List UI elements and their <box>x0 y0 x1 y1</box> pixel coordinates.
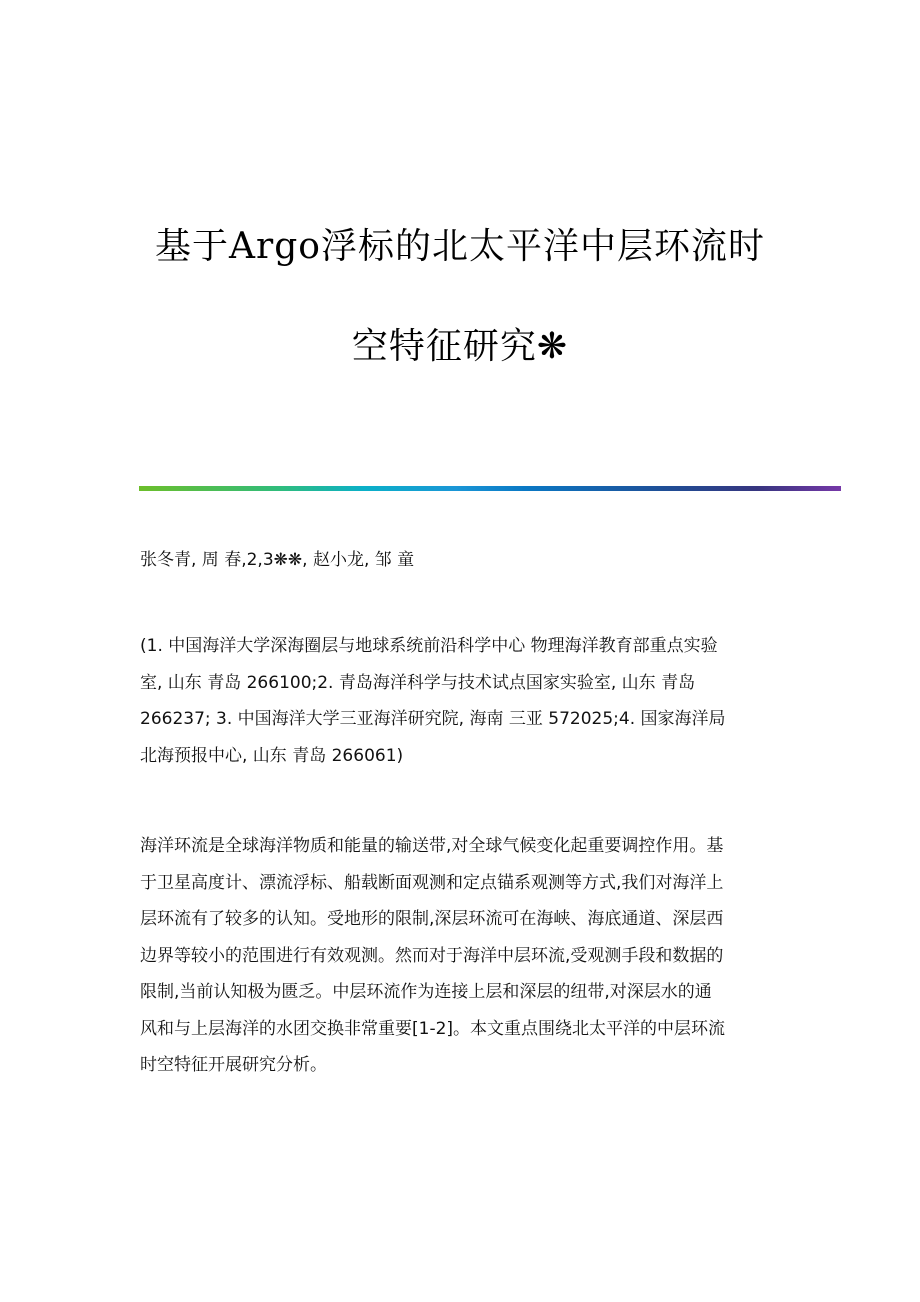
abstract-paragraph <box>140 828 780 1084</box>
author-list: 张冬青, 周 春,2,3❋❋, 赵小龙, 邹 童 <box>140 550 415 570</box>
gradient-divider <box>139 486 841 491</box>
paragraph-line: 于卫星高度计、漂流浮标、船载断面观测和定点锚系观测等方式,我们对海洋上 <box>140 872 724 893</box>
paragraph-line: 风和与上层海洋的水团交换非常重要[1-2]。本文重点围绕北太平洋的中层环流 <box>140 1018 726 1039</box>
document-title-line-1: 基于Argo浮标的北太平洋中层环流时 <box>155 226 765 267</box>
affiliation-line: (1. 中国海洋大学深海圈层与地球系统前沿科学中心 物理海洋教育部重点实验 <box>140 636 718 656</box>
paragraph-line: 海洋环流是全球海洋物质和能量的输送带,对全球气候变化起重要调控作用。基 <box>140 836 724 856</box>
document-title-line-2: 空特征研究❋ <box>351 326 569 367</box>
affiliation-line: 室, 山东 青岛 266100;2. 青岛海洋科学与技术试点国家实验室, 山东 青岛 <box>140 672 696 693</box>
paragraph-line: 层环流有了较多的认知。受地形的限制,深层环流可在海峡、海底通道、深层西 <box>140 909 724 929</box>
affiliation-line: 266237; 3. 中国海洋大学三亚海洋研究院, 海南 三亚 572025;4. 国家海洋局 <box>140 709 726 729</box>
affiliations <box>140 628 780 774</box>
affiliation-line: 北海预报中心, 山东 青岛 266061) <box>140 745 404 766</box>
paragraph-line: 边界等较小的范围进行有效观测。然而对于海洋中层环流,受观测手段和数据的 <box>140 945 724 966</box>
paragraph-line: 时空特征开展研究分析。 <box>140 1055 327 1075</box>
paragraph-line: 限制,当前认知极为匮乏。中层环流作为连接上层和深层的纽带,对深层水的通 <box>140 982 712 1002</box>
